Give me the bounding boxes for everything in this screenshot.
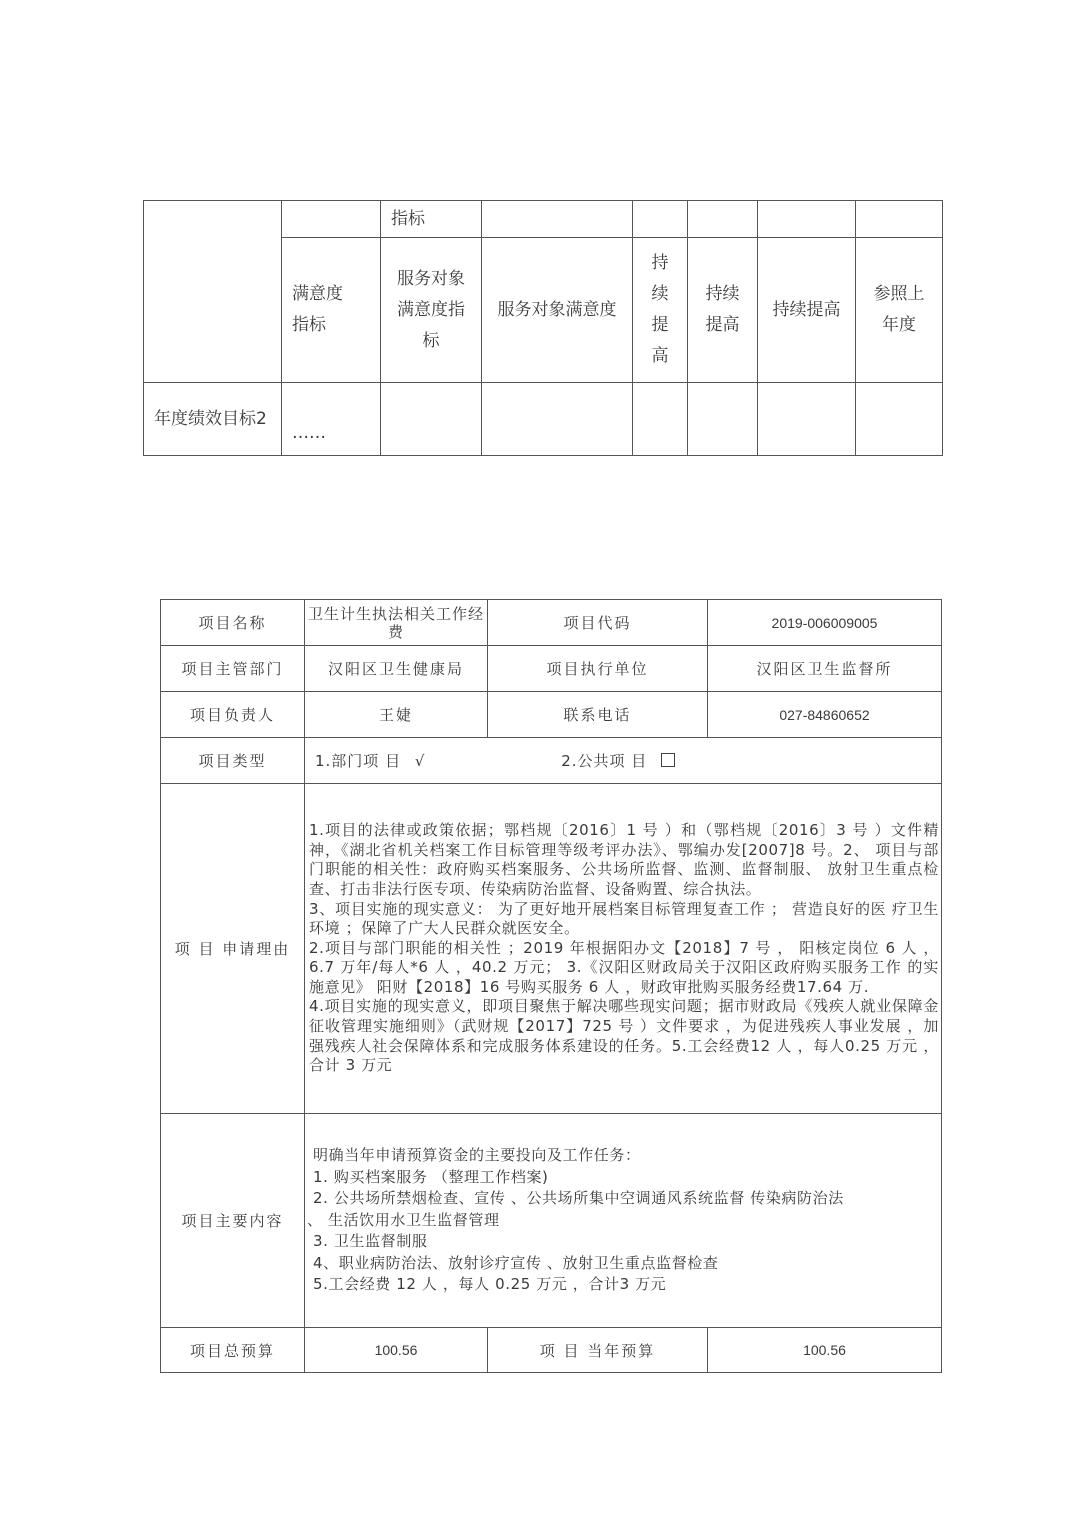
project-code-label: 项目代码 (488, 600, 708, 646)
content-line: 、 生活饮用水卫生监督管理 (307, 1210, 500, 1229)
table-cell (144, 201, 282, 383)
table-cell (688, 383, 758, 456)
table-row (161, 600, 942, 646)
content-line: 明确当年申请预算资金的主要投向及工作任务： (313, 1146, 641, 1165)
table-row (144, 201, 943, 238)
table-cell (856, 238, 943, 383)
year-budget-label: 项 目 当年预算 (488, 1328, 708, 1373)
table-row (161, 784, 942, 1114)
table-cell (482, 201, 633, 238)
content-line: 4、职业病防治法、放射诊疗宣传 、放射卫生重点监督检查 (313, 1253, 719, 1272)
indicator-name: 服务对象满意度 (497, 299, 617, 320)
reason-paragraph: 2.项目与部门职能的相关性 ；2019 年根据阳办文【2018】7 号 ， 阳核定岗位 6 人 ， 6.7 万年/每人*6 人 ，40.2 万元； 3.《汉阳区财政局关于汉阳区政府购买服务工作 的实施意见》 阳财【2018】16 号购买服务 6 人 ，财政审批购买服务经费17.64 万. (309, 938, 939, 996)
indicator-value: 持续提高 (772, 299, 841, 320)
content-line: 2. 公共场所禁烟检查、宣传 、公共场所集中空调通风系统监督 传染病防治法 (313, 1189, 844, 1208)
type-option-dept-label: 1.部门项 目 (315, 752, 402, 770)
table-row (161, 1114, 942, 1328)
table-cell (758, 201, 856, 238)
table-cell (856, 383, 943, 456)
phone-value: 027-84860652 (708, 692, 942, 738)
table-cell (856, 201, 943, 238)
table-cell: 指标 (381, 201, 482, 238)
reason-text (305, 784, 942, 1114)
table-row (144, 383, 943, 456)
type-option-dept (315, 752, 431, 770)
table-cell (381, 383, 482, 456)
year-budget-value: 100.56 (708, 1328, 942, 1373)
total-budget-label: 项目总预算 (161, 1328, 305, 1373)
phone-label: 联系电话 (488, 692, 708, 738)
content-line: 3. 卫生监督制服 (313, 1232, 428, 1251)
table-cell (282, 238, 381, 383)
exec-unit-value: 汉阳区卫生监督所 (708, 646, 942, 692)
target-label: 年度绩效目标2 (154, 409, 267, 429)
project-name-value: 卫生计生执法相关工作经费 (305, 600, 488, 646)
table-cell (758, 238, 856, 383)
type-options (305, 738, 942, 784)
reason-paragraph: 3、项目实施的现实意义： 为了更好地开展档案目标管理复查工作 ； 营造良好的医 疗卫生环境 ；保障了广大人民群众就医安全。 (309, 899, 939, 938)
table-cell (633, 238, 688, 383)
table-cell (144, 383, 282, 456)
leader-label: 项目负责人 (161, 692, 305, 738)
content-label: 项目主要内容 (161, 1114, 305, 1328)
table-cell (633, 201, 688, 238)
dept-label: 项目主管部门 (161, 646, 305, 692)
project-name-label: 项目名称 (161, 600, 305, 646)
reason-paragraph: 1.项目的法律或政策依据；鄂档规〔2016〕1 号 ）和（鄂档规〔2016〕3 号 ）文件精神，《湖北省机关档案工作目标管理等级考评办法》、鄂编办发[2007]8 号。2、 项目与部门职能的相关性：政府购买档案服务、公共场所监督、监测、监督制服、 放射卫生重点检查、打击非法行医专项、传染病防治监督、设备购置、综合执法。 (309, 821, 939, 898)
table-cell (633, 383, 688, 456)
table-row (161, 738, 942, 784)
table-cell (381, 238, 482, 383)
table-row (161, 646, 942, 692)
table-cell (282, 383, 381, 456)
reason-paragraph: 4.项目实施的现实意义，即项目聚焦于解决哪些现实问题；据市财政局《残疾人就业保障金征收管理实施细则》（武财规【2017】725 号 ）文件要求 ，为促进残疾人事业发展 ，加强残疾人社会保障体系和完成服务体系建设的任务。5.工会经费12 人 ，每人0.25 万元 ，合计 3 万元 (309, 997, 939, 1075)
content-line: 5.工会经费 12 人 ，每人 0.25 万元 ，合计3 万元 (313, 1275, 667, 1294)
indicator-value: 参照上年度 (873, 284, 925, 335)
type-label: 项目类型 (161, 738, 305, 784)
table-cell (282, 201, 381, 238)
table-row (161, 1328, 942, 1373)
leader-value: 王婕 (305, 692, 488, 738)
indicator-value: 持续提高 (651, 253, 669, 366)
project-info-table (160, 599, 942, 1373)
type-option-public-label: 2.公共项 目 (561, 752, 648, 770)
content-text (305, 1114, 942, 1328)
table-cell (482, 383, 633, 456)
total-budget-value: 100.56 (305, 1328, 488, 1373)
indicator-name: 服务对象满意度指标 (397, 268, 465, 351)
content-line: 1. 购买档案服务 （整理工作档案) (313, 1167, 549, 1186)
table-row (161, 692, 942, 738)
project-code-value: 2019-006009005 (708, 600, 942, 646)
table-cell (758, 383, 856, 456)
checkmark-icon: √ (414, 752, 426, 770)
table-cell (688, 238, 758, 383)
table-cell (482, 238, 633, 383)
ellipsis-text: …… (292, 423, 326, 443)
indicator-value: 持续提高 (705, 284, 740, 335)
performance-target-table (143, 200, 943, 456)
dept-value: 汉阳区卫生健康局 (305, 646, 488, 692)
indicator-name: 满意度指标 (292, 284, 343, 335)
reason-label: 项 目 申请理由 (161, 784, 305, 1114)
exec-unit-label: 项目执行单位 (488, 646, 708, 692)
table-cell (688, 201, 758, 238)
checkbox-empty-icon (661, 753, 675, 767)
type-option-public (561, 750, 675, 771)
